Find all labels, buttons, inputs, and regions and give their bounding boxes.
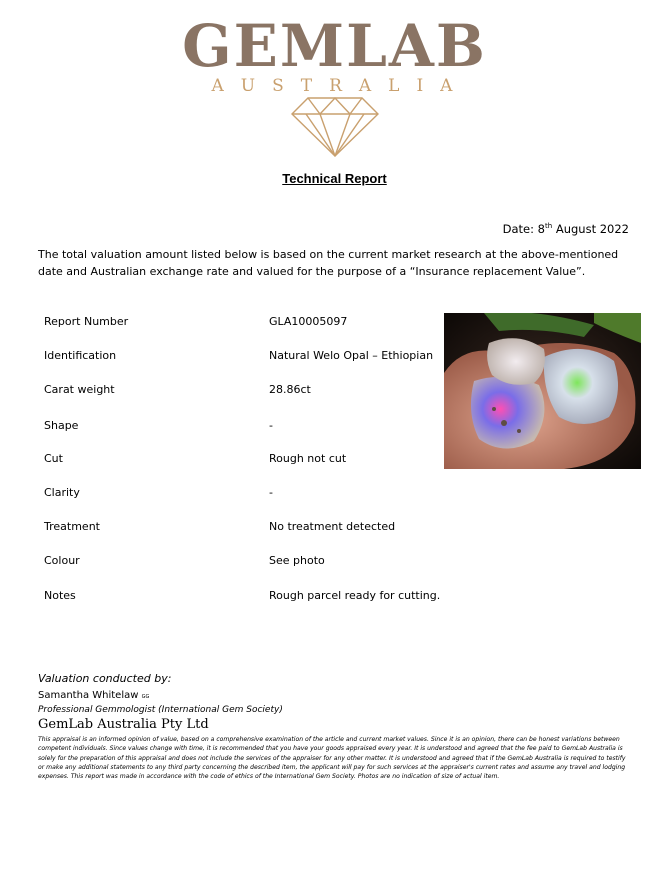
detail-label: Shape <box>44 419 79 432</box>
intro-paragraph: The total valuation amount listed below is based on the current market research at the above-mentioned date and Australian exchange rate and valued for the purpose of a “Insurance replacement Value”. <box>38 248 619 278</box>
date-suffix: August 2022 <box>552 222 629 236</box>
opal-photo-illustration <box>444 313 641 469</box>
detail-value: - <box>269 419 273 432</box>
detail-value: No treatment detected <box>269 520 396 533</box>
detail-value: Rough parcel ready for cutting. <box>269 589 441 602</box>
opal-photo <box>444 313 641 469</box>
gemlab-logo <box>0 0 669 170</box>
detail-label: Notes <box>44 589 76 602</box>
detail-value: GLA10005097 <box>269 315 348 328</box>
detail-label: Identification <box>44 349 117 362</box>
detail-label: Colour <box>44 554 80 567</box>
detail-label: Clarity <box>44 486 80 499</box>
report-title: Technical Report <box>282 171 387 186</box>
diamond-icon <box>290 96 380 158</box>
detail-value: See photo <box>269 554 325 567</box>
detail-value: - <box>269 486 273 499</box>
detail-value: Natural Welo Opal – Ethiopian <box>269 349 434 362</box>
disclaimer-text: This appraisal is an informed opinion of value, based on a comprehensive examination of the article and current market values. Since it is an opinion, there can be honest variations between competent individuals. Since values change with time, it is recommended that you have your goods appraised every year. It is understood and agreed that the fee paid to GemLab Australia is solely for the preparation of this appraisal and does not include the services of the appraiser for any other matter. It is understood and agreed that if the GemLab Australia is required to testify or make any additional statements to any third party concerning the described item, the applicant will pay for such services at the appraiser's current rates and assume any travel and lodging expenses. This report was made in accordance with the code of ethics of the International Gem Society. Photos are no indication of size of actual item. <box>38 736 626 781</box>
appraiser-name-text: Samantha Whitelaw <box>38 690 139 701</box>
detail-label: Carat weight <box>44 383 115 396</box>
report-date <box>503 222 629 236</box>
logo-wordmark: GEMLAB <box>182 12 487 80</box>
date-prefix: Date: 8 <box>502 222 545 236</box>
appraiser-name <box>38 690 149 701</box>
detail-value: 28.86ct <box>269 383 311 396</box>
date-ordinal: th <box>544 222 553 231</box>
detail-label: Treatment <box>44 520 100 533</box>
logo-subtitle: AUSTRALIA <box>211 76 470 96</box>
detail-label: Cut <box>44 452 63 465</box>
detail-label: Report Number <box>44 315 129 328</box>
appraiser-credential: GG <box>141 694 150 700</box>
detail-value: Rough not cut <box>269 452 347 465</box>
appraiser-title: Professional Gemmologist (International Gem Society) <box>38 705 283 715</box>
company-name: GemLab Australia Pty Ltd <box>38 717 209 732</box>
conducted-by-label: Valuation conducted by: <box>38 672 172 685</box>
